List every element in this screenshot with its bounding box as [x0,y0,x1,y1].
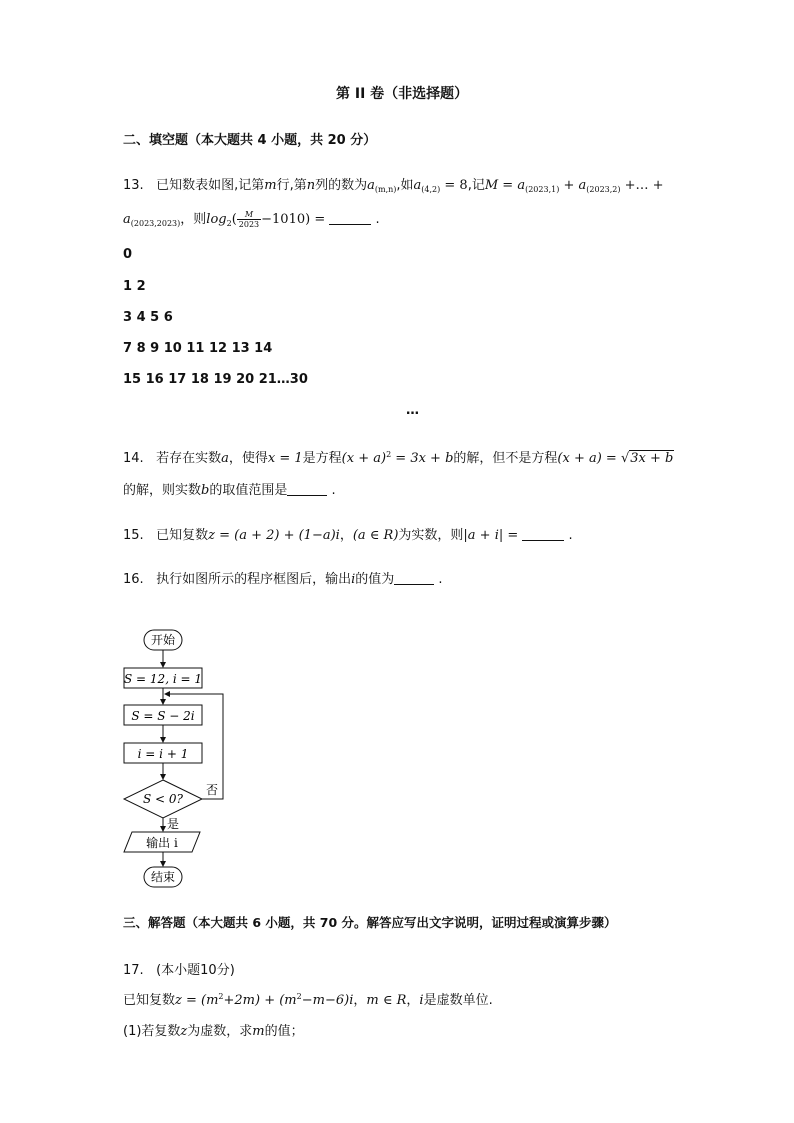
answer-blank [287,483,327,496]
question-number: 17. [123,963,144,978]
question-13-line-1: 13. 已知数表如图,记第m行,第n列的数为$a_{(m,n)}$,如$a_{(4,2)} = 8$,记$M = a_{(2023,1)} + a_{(2023,2)}$ +… + [123,178,664,194]
solve-header: 三、解答题（本大题共 6 小题，共 70 分。解答应写出文字说明，证明过程或演算步骤） [123,915,617,930]
sqrt-expression: 3x + b [630,451,674,466]
answer-blank [329,212,371,225]
question-number: 15. [123,528,144,543]
flow-step1-label: S = S − 2i [131,709,195,723]
fill-blank-header: 二、填空题（本大题共 4 小题，共 20 分） [123,133,377,148]
fraction: $\frac{M}{2023}$ [238,210,260,229]
question-number: 13. [123,178,144,193]
flow-output-label: 输出 i [146,836,178,850]
flow-decision-label: S < 0? [143,792,183,806]
question-17-line-1: 已知复数$z = (m^2+2m) + (m^2-m-6)i$，m ∈ R，i是虚数单位. [123,992,493,1008]
question-16: 16. 执行如图所示的程序框图后，输出i的值为 . [123,572,443,587]
flow-init-label: S = 12, i = 1 [124,672,202,686]
question-17-part-1: (1)若复数z为虚数，求m的值； [123,1024,304,1039]
table-row: 15 16 17 18 19 20 21…30 [123,372,308,387]
program-flowchart [118,622,238,890]
question-14-line-2: 的解，则实数b的取值范围是 . [123,483,336,498]
flow-no-label: 否 [206,783,219,797]
section-title: 第 II 卷（非选择题） [336,86,469,102]
flow-yes-label: 是 [167,817,180,831]
answer-blank [522,528,564,541]
answer-blank [394,572,434,585]
question-14-line-1: 14. 若存在实数a，使得x = 1是方程$(x + a)^2 = 3x + b$的解，但不是方程(x + a) = √3x + b [123,450,674,466]
question-15: 15. 已知复数z = (a + 2) + (1−a)i，(a ∈ R)为实数，则|a + i| = . [123,528,573,543]
table-row: 1 2 [123,279,146,294]
table-ellipsis: … [406,403,419,418]
flow-end-label: 结束 [150,870,176,884]
table-row: 7 8 9 10 11 12 13 14 [123,341,273,356]
question-number: 14. [123,451,144,466]
table-row: 3 4 5 6 [123,310,173,325]
question-13-line-2: $a_{(2023,2023)}$，则$\log_2$( $\frac{M}{2023}$ −1010) = . [123,210,380,229]
flow-start-label: 开始 [150,633,176,647]
question-number: 16. [123,572,144,587]
table-row: 0 [123,247,133,262]
flow-step2-label: i = i + 1 [137,747,189,761]
question-17-header: 17. (本小题10分) [123,963,235,978]
